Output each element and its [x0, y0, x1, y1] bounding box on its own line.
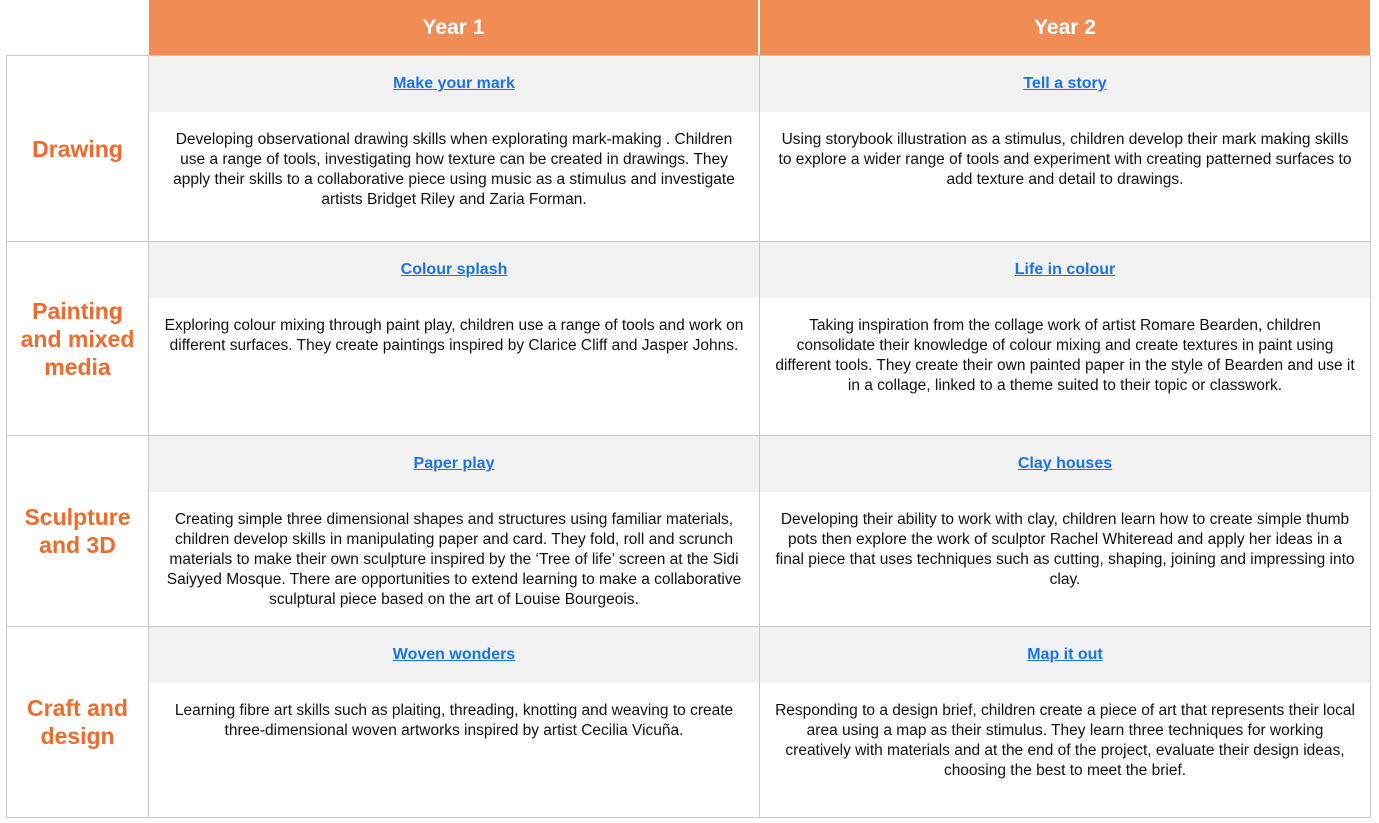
unit-description: Responding to a design brief, children create a piece of art that represents their local area using a map as their stimulus. They learn three techniques for working creatively with materials and at the end of the project, evaluate their design ideas, choosing the best to meet the brief.	[775, 702, 1355, 779]
table-cell	[148, 627, 759, 818]
row-label-drawing: Drawing	[6, 55, 148, 242]
unit-link-life-in-colour[interactable]: Life in colour	[1014, 261, 1116, 278]
table-cell	[148, 55, 759, 242]
unit-description: Exploring colour mixing through paint play, children use a range of tools and work on different surfaces. They create paintings inspired by Clarice Cliff and Jasper Johns.	[164, 317, 744, 354]
table-cell	[759, 55, 1371, 242]
unit-link-colour-splash[interactable]: Colour splash	[400, 261, 508, 278]
cell-title-band	[760, 242, 1370, 298]
cell-title-band	[149, 242, 759, 298]
table-cell	[759, 242, 1371, 436]
unit-link-tell-a-story[interactable]: Tell a story	[1023, 75, 1107, 92]
cell-title-band	[149, 56, 759, 112]
cell-title-band	[760, 436, 1370, 492]
cell-title-band	[149, 436, 759, 492]
unit-link-map-it-out[interactable]: Map it out	[1027, 646, 1103, 663]
column-header-year-1: Year 1	[148, 0, 759, 55]
unit-link-paper-play[interactable]: Paper play	[413, 455, 495, 472]
unit-description: Learning fibre art skills such as plaiting, threading, knotting and weaving to create three-dimensional woven artworks inspired by artist Cecilia Vicuña.	[174, 702, 734, 739]
cell-title-band	[149, 627, 759, 683]
cell-title-band	[760, 627, 1370, 683]
unit-description: Developing their ability to work with clay, children learn how to create simple thumb pots then explore the work of sculptor Rachel Whiteread and apply her ideas in a final piece that uses techniques such as cutting, shaping, joining and impressing into clay.	[775, 511, 1355, 588]
row-label-sculpture: Sculpture and 3D	[6, 436, 148, 627]
unit-description: Creating simple three dimensional shapes and structures using familiar materials, children develop skills in manipulating paper and card. They fold, roll and scrunch materials to make their own sculpture inspired by the ‘Tree of life’ screen at the Sidi Saiyyed Mosque. There are opportunities to extend learning to make a collaborative sculptural piece based on the art of Louise Bourgeois.	[166, 511, 742, 608]
unit-description: Developing observational drawing skills when explorating mark-making . Children use a range of tools, investigating how texture can be created in drawings. They apply their skills to a collaborative piece using music as a stimulus and investigate artists Bridget Riley and Zaria Forman.	[173, 131, 735, 208]
curriculum-table	[6, 0, 1371, 818]
table-cell	[148, 436, 759, 627]
table-cell	[148, 242, 759, 436]
unit-link-make-your-mark[interactable]: Make your mark	[393, 75, 515, 92]
table-cell	[759, 627, 1371, 818]
row-label-painting: Painting and mixed media	[6, 242, 148, 436]
table-cell	[759, 436, 1371, 627]
unit-description: Taking inspiration from the collage work of artist Romare Bearden, children consolidate their knowledge of colour mixing and create textures in paint using different tools. They create their own painted paper in the style of Bearden and use it in a collage, linked to a theme suited to their topic or classwork.	[775, 317, 1355, 394]
row-label-craft: Craft and design	[6, 627, 148, 818]
column-header-year-2: Year 2	[759, 0, 1371, 55]
unit-description: Using storybook illustration as a stimulus, children develop their mark making skills to explore a wider range of tools and experiment with creating patterned surfaces to add texture and detail to drawings.	[778, 131, 1352, 188]
table-corner	[6, 0, 148, 55]
unit-link-woven-wonders[interactable]: Woven wonders	[392, 646, 516, 663]
unit-link-clay-houses[interactable]: Clay houses	[1017, 455, 1113, 472]
cell-title-band	[760, 56, 1370, 112]
